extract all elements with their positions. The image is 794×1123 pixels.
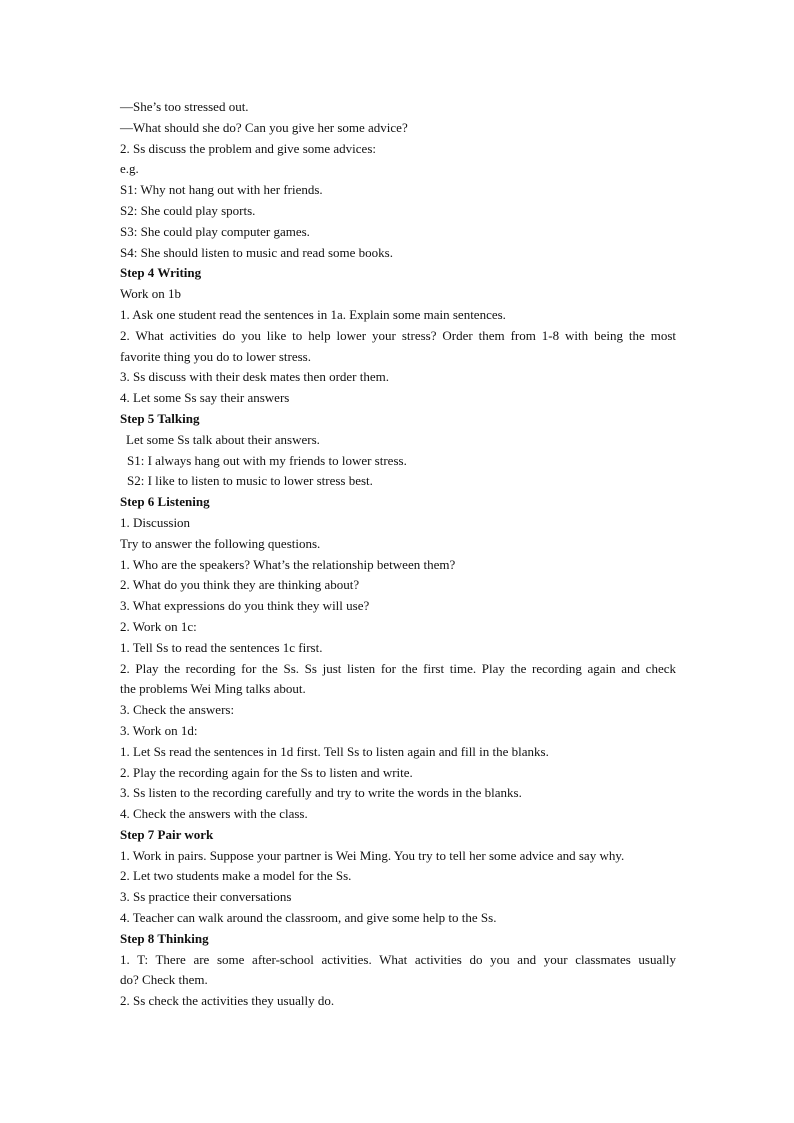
paragraph-line: 1. Ask one student read the sentences in 1a. Explain some main sentences. — [120, 306, 506, 322]
paragraph-line: 1. Who are the speakers? What’s the relationship between them? — [120, 556, 456, 572]
paragraph-line: 1. Tell Ss to read the sentences 1c first. — [120, 639, 323, 655]
paragraph-line: S2: She could play sports. — [120, 202, 256, 218]
paragraph-line: Try to answer the following questions. — [120, 535, 321, 551]
paragraph-line: 1. Let Ss read the sentences in 1d first. Tell Ss to listen again and fill in the blanks. — [120, 743, 549, 759]
section-heading: Step 4 Writing — [120, 265, 202, 281]
paragraph-line: 2. What activities do you like to help lower your stress? Order them from 1-8 with being the most — [120, 327, 676, 343]
section-heading: Step 7 Pair work — [120, 826, 214, 842]
paragraph-line: 2. Ss discuss the problem and give some advices: — [120, 140, 376, 156]
paragraph-line: 3. Ss discuss with their desk mates then order them. — [120, 369, 389, 385]
paragraph-line: 4. Teacher can walk around the classroom, and give some help to the Ss. — [120, 910, 497, 926]
paragraph-line: 1. Work in pairs. Suppose your partner is Wei Ming. You try to tell her some advice and say why. — [120, 847, 625, 863]
paragraph-line: 1. Discussion — [120, 514, 191, 530]
paragraph-line: Work on 1b — [120, 286, 182, 302]
paragraph-line: 4. Check the answers with the class. — [120, 806, 308, 822]
paragraph-line: favorite thing you do to lower stress. — [120, 348, 311, 364]
paragraph-line: S3: She could play computer games. — [120, 223, 310, 239]
paragraph-line: —What should she do? Can you give her some advice? — [120, 119, 408, 135]
section-heading: Step 6 Listening — [120, 494, 210, 510]
paragraph-line: 3. Ss practice their conversations — [120, 889, 292, 905]
paragraph-line: 3. Ss listen to the recording carefully and try to write the words in the blanks. — [120, 785, 522, 801]
paragraph-line: 1. T: There are some after-school activities. What activities do you and your classmates usually — [120, 951, 676, 967]
example-line: S1: I always hang out with my friends to lower stress. — [127, 452, 407, 468]
paragraph-line: Let some Ss talk about their answers. — [126, 431, 320, 447]
paragraph-line: 3. Work on 1d: — [120, 722, 198, 738]
paragraph-line: S4: She should listen to music and read some books. — [120, 244, 393, 260]
paragraph-line: 2. What do you think they are thinking about? — [120, 577, 360, 593]
paragraph-line: 2. Ss check the activities they usually do. — [120, 993, 335, 1009]
paragraph-line: 2. Work on 1c: — [120, 618, 197, 634]
paragraph-line: 2. Play the recording again for the Ss to listen and write. — [120, 764, 413, 780]
paragraph-line: 4. Let some Ss say their answers — [120, 390, 290, 406]
paragraph-line: 2. Let two students make a model for the Ss. — [120, 868, 352, 884]
paragraph-line: 3. What expressions do you think they will use? — [120, 598, 370, 614]
example-line: S2: I like to listen to music to lower stress best. — [127, 473, 373, 489]
paragraph-line: S1: Why not hang out with her friends. — [120, 182, 323, 198]
paragraph-line: 2. Play the recording for the Ss. Ss just listen for the first time. Play the recording again and check — [120, 660, 676, 676]
paragraph-line: do? Check them. — [120, 972, 208, 988]
section-heading: Step 8 Thinking — [120, 930, 209, 946]
paragraph-line: 3. Check the answers: — [120, 702, 235, 718]
paragraph-line: e.g. — [120, 161, 139, 177]
section-heading: Step 5 Talking — [120, 410, 200, 426]
paragraph-line: —She’s too stressed out. — [120, 99, 249, 114]
paragraph-line: the problems Wei Ming talks about. — [120, 681, 306, 697]
document-page — [120, 97, 676, 1012]
